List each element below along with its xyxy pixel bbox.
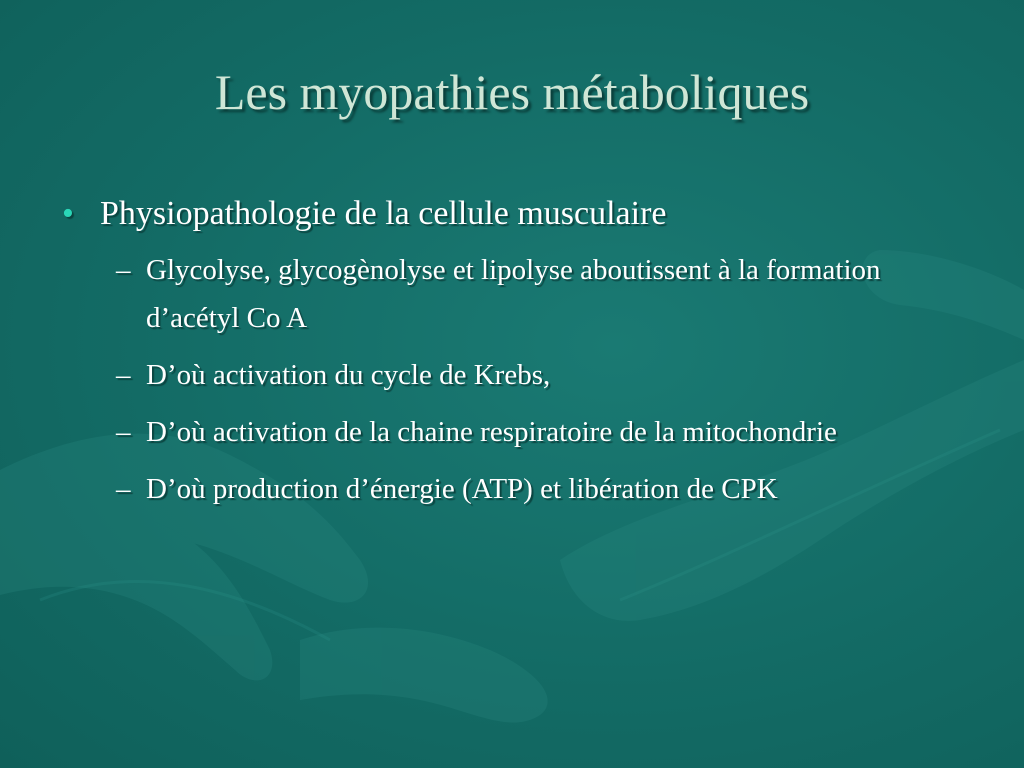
bullet-marker: • <box>62 195 74 232</box>
sub-bullet-item <box>116 408 906 456</box>
bullet-item <box>62 192 962 236</box>
dash-marker: – <box>116 254 131 286</box>
sub-bullet-text: D’où production d’énergie (ATP) et libération de CPK <box>146 473 778 505</box>
dash-marker: – <box>116 416 131 448</box>
sub-bullet-text: D’où activation de la chaine respiratoire de la mitochondrie <box>146 416 837 448</box>
sub-bullet-item <box>116 465 906 513</box>
sub-bullet-list <box>116 246 962 513</box>
dash-marker: – <box>116 473 131 505</box>
slide-title: Les myopathies métaboliques <box>214 64 810 120</box>
sub-bullet-text: Glycolyse, glycogènolyse et lipolyse aboutissent à la formation d’acétyl Co A <box>146 254 881 334</box>
sub-bullet-item <box>116 351 906 399</box>
sub-bullet-item <box>116 246 906 342</box>
sub-bullet-text: D’où activation du cycle de Krebs, <box>146 359 551 391</box>
slide-body <box>62 192 962 522</box>
bullet-text: Physiopathologie de la cellule musculaire <box>100 195 667 232</box>
dash-marker: – <box>116 359 131 391</box>
